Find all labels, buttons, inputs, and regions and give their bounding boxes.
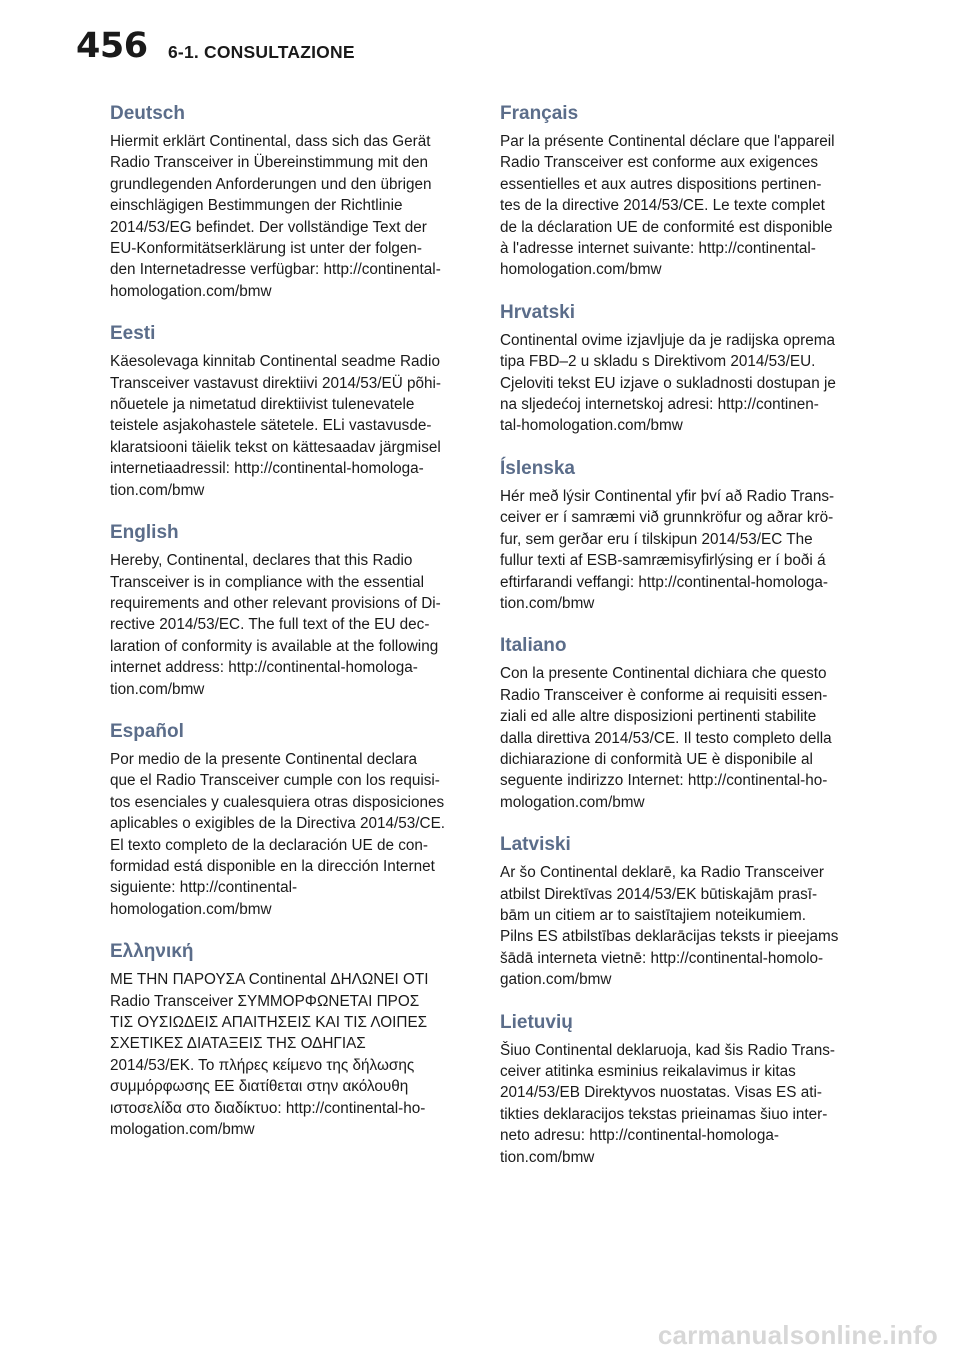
section-italiano [500,631,862,813]
page-number: 456 [76,26,148,66]
section-hrvatski [500,298,862,437]
declaration-text: Por medio de la presente Continental declara que el Radio Transceiver cumple con los requisi- tos esenciales y cualesquiera otras disposiciones aplicables o exigibles de la Directiva 2014/53/CE. El texto completo de la declaración UE de con- formidad está disponible en la dirección Internet siguiente: http://continental- homologation.com/bmw [110,750,446,918]
right-column [500,99,862,1185]
section-eesti [110,319,472,501]
language-heading: Français [500,103,579,124]
declaration-text: Ar šo Continental deklarē, ka Radio Transceiver atbilst Direktīvas 2014/53/EK būtiskajām prasī- bām un citiem ar to saistītajiem noteikumiem. Pilns ES atbilstības deklarācijas teksts ir pieejams šādā interneta vietnē: http://continental-homolo- gation.com/bmw [500,864,839,989]
section-espanol [110,717,472,920]
section-francais [500,99,862,281]
declaration-text: ΜΕ ΤΗΝ ΠΑΡΟΥΣΑ Continental ΔΗΛΩΝΕΙ ΟΤΙ Radio Transceiver ΣΥΜΜΟΡΦΩΝΕΤΑΙ ΠΡΟΣ ΤΙΣ ΟΥΣΙΩΔΕΙΣ ΑΠΑΙΤΗΣΕΙΣ ΚΑΙ ΤΙΣ ΛΟΙΠΕΣ ΣΧΕΤΙΚΕΣ ΔΙΑΤΑΞΕΙΣ ΤΗΣ ΟΔΗΓΙΑΣ 2014/53/ΕΚ. Το πλήρες κείμενο της δήλωσης συμμόρφωσης ΕΕ διατίθεται στην ακόλουθη ιστοσελίδα στο διαδίκτυο: http://continental-ho- mologation.com/bmw [110,971,429,1139]
language-heading: Deutsch [110,103,185,124]
language-heading: Ελληνική [110,941,194,963]
declaration-text: Hereby, Continental, declares that this Radio Transceiver is in compliance with the essential requirements and other relevant provisions of Di- rective 2014/53/EC. The full text of the EU dec- laration of conformity is available at the following internet address: http://continental-homologa- tion.com/bmw [110,552,441,698]
declaration-text: Hiermit erklärt Continental, dass sich das Gerät Radio Transceiver in Übereinstimmung mit den grundlegenden Anforderungen und den übrigen einschlägigen Bestimmungen der Richtlinie 2014/53/EG befindet. Der vollständige Text der EU-Konformitätserklärung ist unter der folgen- den Internetadresse verfügbar: http://continental- homologation.com/bmw [110,133,441,300]
language-heading: Hrvatski [500,301,575,323]
language-heading: English [110,522,179,544]
declaration-text: Käesolevaga kinnitab Continental seadme Radio Transceiver vastavust direktiivi 2014/53/EÜ põhi- nõuetele ja nimetatud direktiivist tulenevatele teistele asjakohastele sätetele. ELi vastavusde- klaratsiooni täielik tekst on kättesaadav järgmisel internetiaadressil: http://continental-homologa- tion.com/bmw [110,353,442,499]
section-deutsch [110,99,472,302]
language-heading: Latviski [500,834,571,856]
language-heading: Italiano [500,635,567,657]
section-latviski [500,830,862,990]
language-heading: Lietuvių [500,1011,573,1033]
section-lietuviu [500,1008,862,1168]
section-islenska [500,454,862,614]
chapter-title: 6-1. CONSULTAZIONE [168,42,355,62]
section-english [110,518,472,700]
declaration-text: Par la présente Continental déclare que l'appareil Radio Transceiver est conforme aux exigences essentielles et aux autres dispositions pertinen- tes de la directive 2014/53/CE. Le texte complet de la déclaration UE de conformité est disponible à l'adresse internet suivante: http://continental- homologation.com/bmw [500,133,835,279]
language-heading: Íslenska [500,457,575,479]
declaration-text: Con la presente Continental dichiara che questo Radio Transceiver è conforme ai requisiti essen- ziali ed alle altre disposizioni pertinenti stabilite dalla direttiva 2014/53/CE. Il testo completo della dichiarazione di conformità UE è disponibile al seguente indirizzo Internet: http://continental-ho- mologation.com/bmw [500,665,832,811]
declaration-text: Continental ovime izjavljuje da je radijska oprema tipa FBD–2 u skladu s Direktivom 2014/53/EU. Cjeloviti tekst EU izjave o sukladnosti dostupan je na sljedećoj internetskoj adresi: http://continen- tal-homologation.com/bmw [500,331,836,435]
page-header [0,0,960,80]
language-heading: Español [110,720,184,742]
left-column [110,99,472,1157]
declaration-text: Šiuo Continental deklaruoja, kad šis Radio Trans- ceiver atitinka esminius reikalavimus ir kitas 2014/53/EB Direktyvos nuostatas. Visas ES ati- tikties deklaracijos tekstas prieinamas šiuo inter- neto adresu: http://continental-homologa- tion.com/bmw [500,1041,836,1166]
declaration-text: Hér með lýsir Continental yfir því að Radio Trans- ceiver er í samræmi við grunnkröfur og aðrar krö- fur, sem gerðar eru í tilskipun 2014/53/EC The fullur texti af ESB-samræmisyfirlýsing er í boði á eftirfarandi veffangi: http://continental-homologa- tion.com/bmw [500,487,835,612]
section-ellinika [110,937,472,1140]
watermark-text: carmanualsonline.info [657,1320,938,1350]
language-heading: Eesti [110,323,156,345]
